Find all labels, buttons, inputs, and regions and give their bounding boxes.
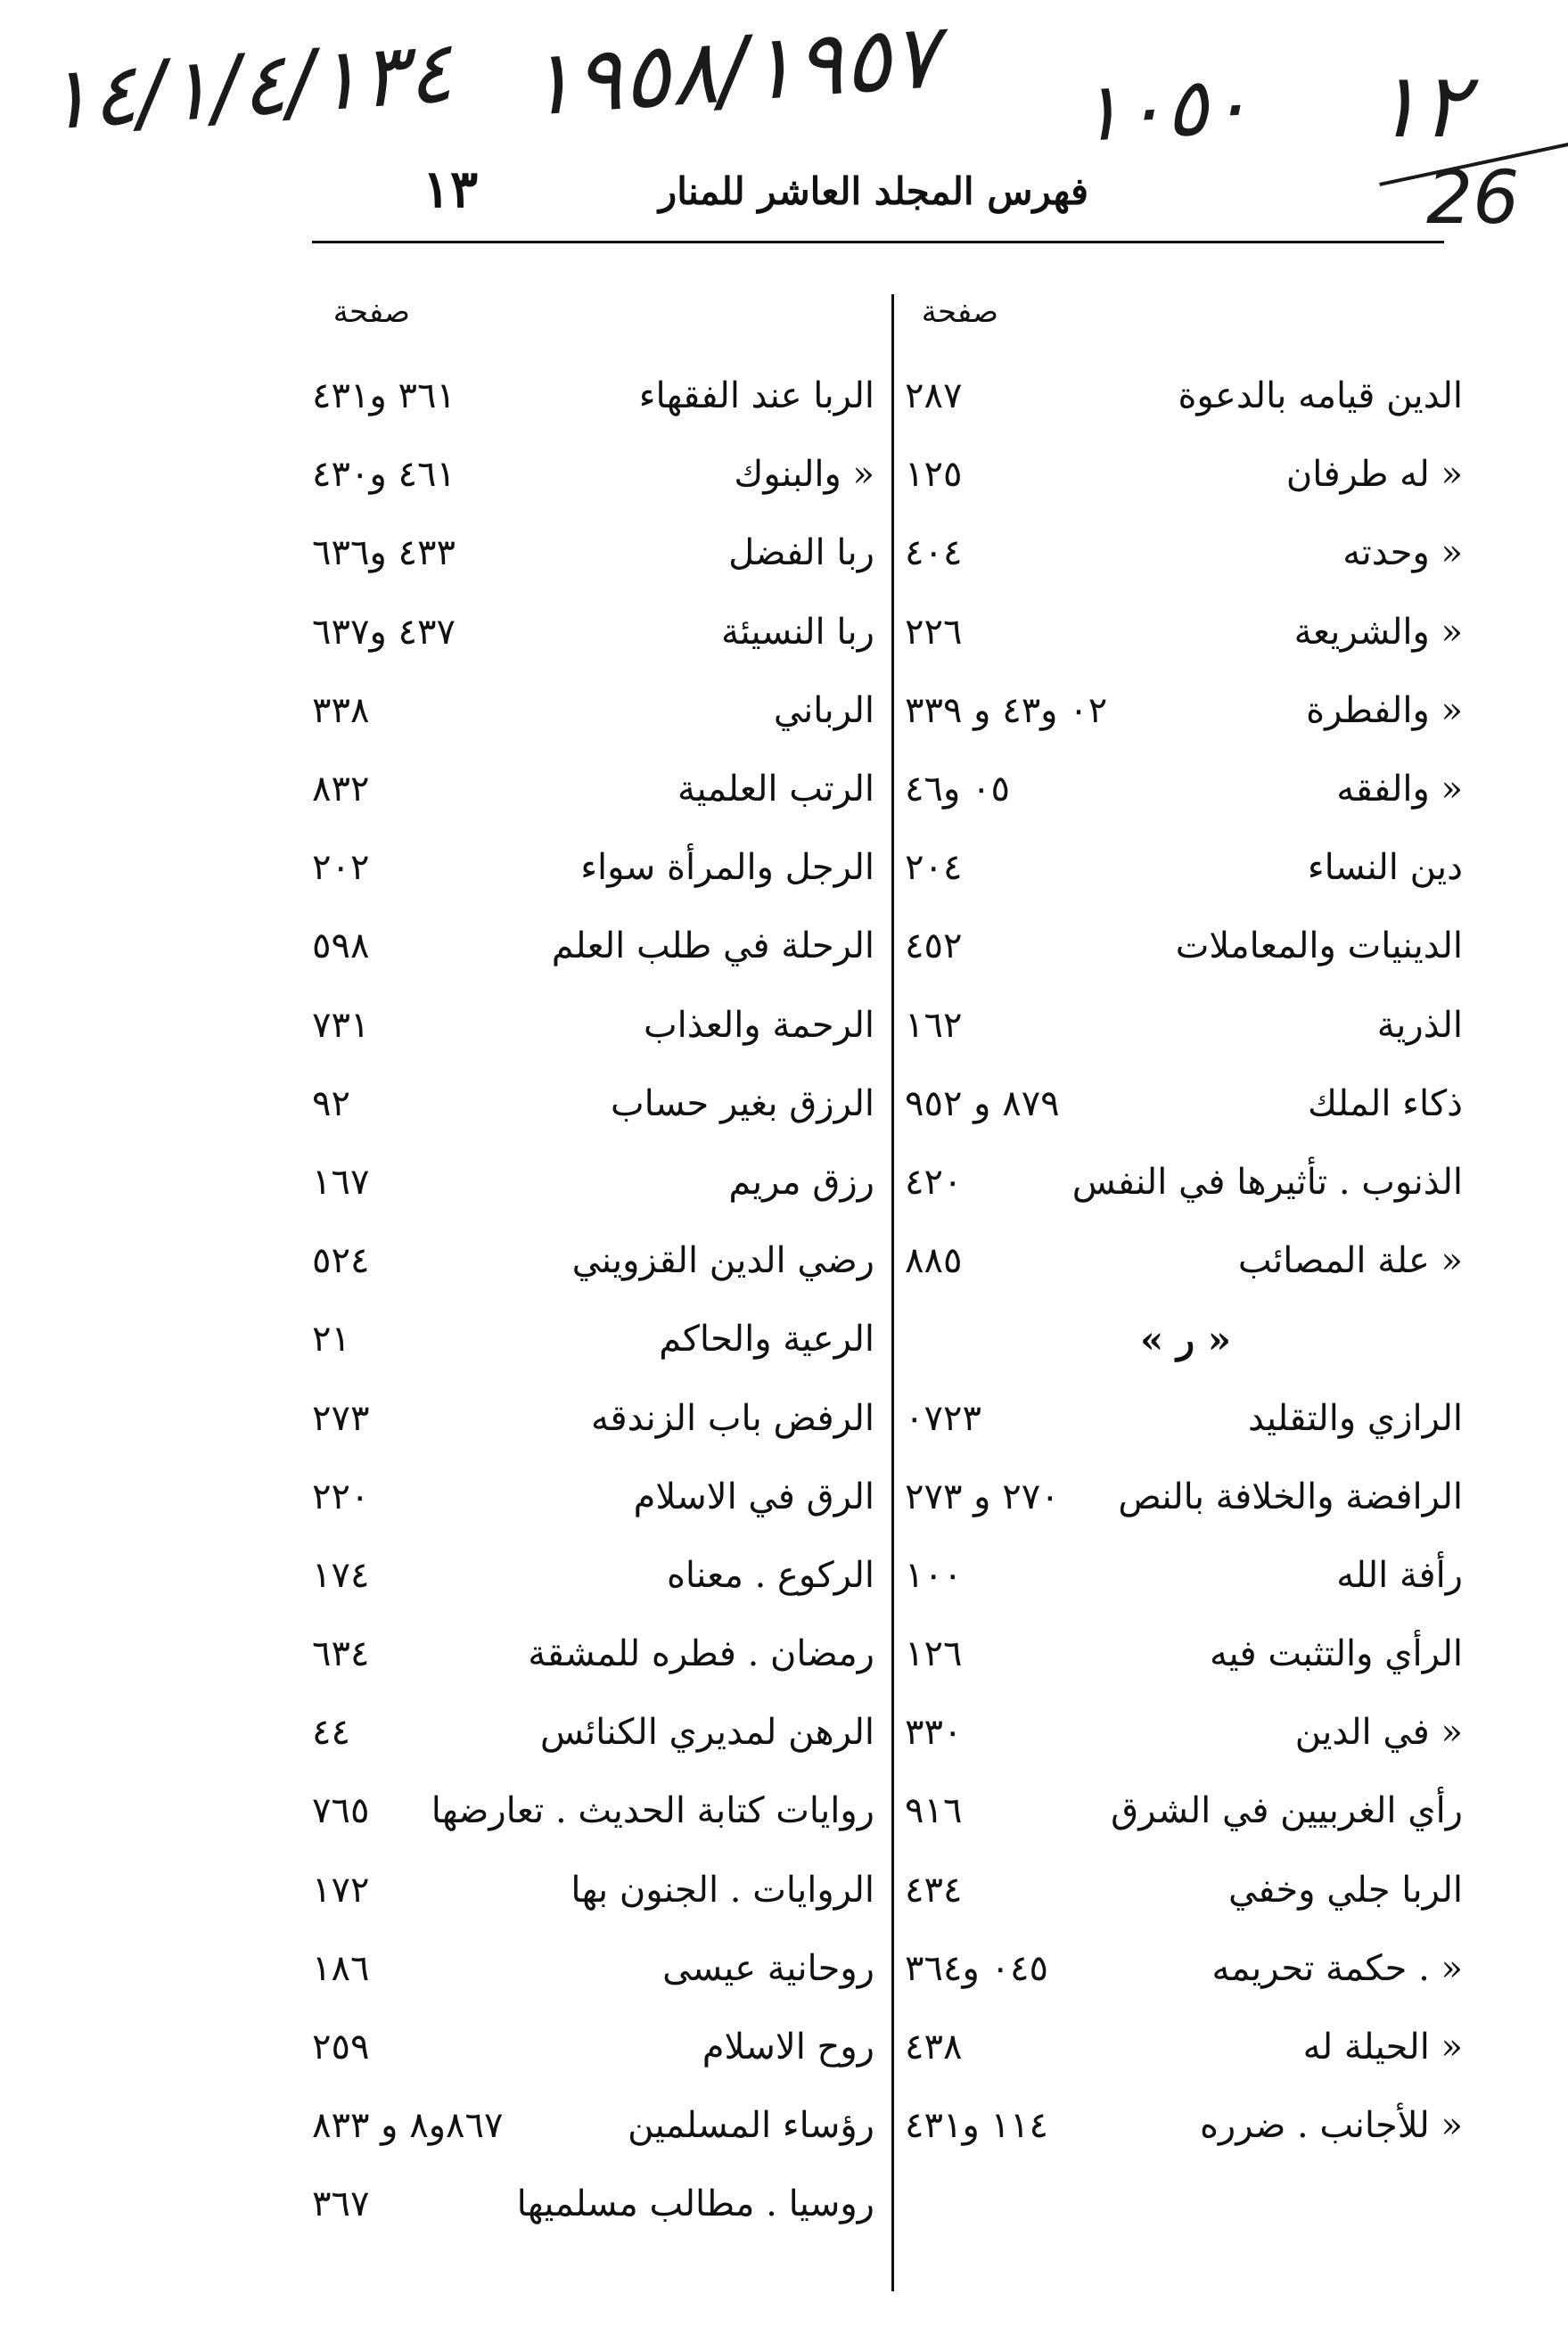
index-term: روحانية عيسى <box>662 1947 874 1989</box>
index-term: « له طرفان <box>1285 454 1463 496</box>
index-page-refs: ٢٢٠ <box>312 1476 370 1517</box>
column-header-pages-right: صفحة <box>921 294 998 330</box>
index-term: الرحمة والعذاب <box>643 1004 874 1046</box>
handwritten-number: 26 <box>1426 156 1520 241</box>
index-term: الدين قيامه بالدعوة <box>1178 375 1463 417</box>
page-number: ١٣ <box>422 159 479 219</box>
index-term: الذنوب . تأثيرها في النفس <box>1071 1161 1463 1203</box>
index-page-refs: ٠٤٥ و٣٦٤ <box>905 1947 1048 1989</box>
index-column-left <box>303 357 887 2244</box>
index-term: الرأي والتثبت فيه <box>1210 1633 1463 1675</box>
index-page-refs: ٠٧٢٣ <box>905 1397 981 1439</box>
index-entry <box>896 593 1475 671</box>
index-page-refs: ٩١٦ <box>905 1790 963 1832</box>
index-term: « للأجانب . ضرره <box>1199 2105 1463 2147</box>
column-header-pages-left: صفحة <box>332 294 410 330</box>
index-term: ذكاء الملك <box>1308 1082 1463 1124</box>
index-page-refs: ٢٠٢ <box>312 847 370 889</box>
index-term: « والفطرة <box>1306 689 1463 731</box>
index-column-right <box>896 357 1475 2165</box>
index-entry <box>303 1065 887 1143</box>
index-term: الدينيات والمعاملات <box>1175 925 1463 967</box>
index-entry <box>303 2086 887 2165</box>
index-entry <box>303 514 887 592</box>
index-term: روح الاسلام <box>702 2027 874 2068</box>
index-page-refs: ٣٣٠ <box>905 1712 963 1754</box>
index-term: الرحلة في طلب العلم <box>551 925 874 967</box>
index-entry <box>896 828 1475 907</box>
index-entry <box>896 2086 1475 2165</box>
index-entry <box>896 671 1475 750</box>
index-page-refs: ١١٤ و٤٣١ <box>905 2105 1048 2147</box>
index-page-refs: ٢٧٠ و ٢٧٣ <box>905 1476 1060 1517</box>
index-term: روايات كتابة الحديث . تعارضها <box>431 1790 874 1832</box>
index-page-refs: ٤٣٤ <box>905 1869 963 1911</box>
index-entry <box>303 671 887 750</box>
index-page-refs: ٢٨٧ <box>905 375 963 417</box>
index-page-refs: ٢٧٣ <box>312 1397 370 1439</box>
index-term: « الحيلة له <box>1302 2027 1463 2068</box>
index-entry <box>896 1065 1475 1143</box>
index-page-refs: ٠٢ و٤٣ و ٣٣٩ <box>905 689 1108 731</box>
index-entry <box>303 357 887 435</box>
index-entry <box>303 1772 887 1850</box>
index-page-refs: ٣٦١ و٤٣١ <box>312 375 456 417</box>
index-term: الرق في الاسلام <box>633 1476 874 1517</box>
index-entry <box>303 1143 887 1221</box>
handwritten-note-years: ١٩٥٨/١٩٥٧ <box>522 3 942 137</box>
index-term: روسيا . مطالب مسلميها <box>516 2183 874 2225</box>
index-term: الرهن لمديري الكنائس <box>540 1712 874 1754</box>
index-term: الركوع . معناه <box>666 1554 874 1596</box>
header-rule <box>312 241 1444 243</box>
index-term: رأفة الله <box>1336 1554 1463 1596</box>
index-page-refs: ٧٦٥ <box>312 1790 370 1832</box>
index-page-refs: ٧٣١ <box>312 1004 370 1046</box>
index-entry <box>303 1536 887 1615</box>
index-term: الرافضة والخلافة بالنص <box>1118 1476 1463 1517</box>
index-term: ربا الفضل <box>728 532 874 574</box>
index-entry <box>896 1536 1475 1615</box>
index-page-refs: ١٧٢ <box>312 1869 370 1911</box>
index-term: الروايات . الجنون بها <box>571 1869 874 1911</box>
index-page-refs: ٤٤ <box>312 1712 350 1754</box>
index-page-refs: ١٧٤ <box>312 1554 370 1596</box>
running-title: فهرس المجلد العاشر للمنار <box>658 169 1089 213</box>
index-entry <box>303 1378 887 1457</box>
index-term: الذرية <box>1376 1004 1463 1046</box>
index-entry <box>303 1300 887 1378</box>
index-term: ربا النسيئة <box>721 611 874 653</box>
index-entry <box>303 2165 887 2243</box>
index-page-refs: ٤٣٣ و٦٣٦ <box>312 532 456 574</box>
index-entry <box>896 1615 1475 1693</box>
index-entry <box>303 1458 887 1536</box>
index-term: الرفض باب الزندقه <box>591 1397 874 1439</box>
index-term: « والفقه <box>1336 769 1463 810</box>
index-entry <box>303 1693 887 1772</box>
index-page-refs: ٢٥٩ <box>312 2027 370 2068</box>
index-page-refs: ٣٣٨ <box>312 689 370 731</box>
index-entry <box>303 750 887 828</box>
index-page-refs: ٣٦٧ <box>312 2183 370 2225</box>
index-page-refs: ٨٦٧و٨ و ٨٣٣ <box>312 2105 504 2147</box>
index-page-refs: ٤٢٠ <box>905 1161 963 1203</box>
index-term: « والشريعة <box>1293 611 1463 653</box>
index-page-refs: ٤٠٤ <box>905 532 963 574</box>
index-page-refs: ٢٠٤ <box>905 847 963 889</box>
index-entry <box>896 1851 1475 1929</box>
index-page-refs: ٤٦١ و٤٣٠ <box>312 454 456 496</box>
index-term: رمضان . فطره للمشقة <box>528 1633 874 1675</box>
index-page-refs: ٤٣٧ و٦٣٧ <box>312 611 456 653</box>
index-term: رضي الدين القزويني <box>571 1240 874 1282</box>
index-term: « . حكمة تحريمه <box>1211 1947 1463 1989</box>
index-term: رأي الغربيين في الشرق <box>1111 1790 1463 1832</box>
index-page-refs: ٥٢٤ <box>312 1240 370 1282</box>
index-entry <box>303 907 887 985</box>
index-entry <box>896 1458 1475 1536</box>
index-entry <box>896 435 1475 514</box>
index-page-refs: ٨٣٢ <box>312 769 370 810</box>
handwritten-note-middle: ١٠٥٠ <box>1076 58 1253 160</box>
index-entry <box>303 593 887 671</box>
handwritten-volume: ١٢ <box>1373 53 1469 158</box>
index-page-refs: ٢١ <box>312 1319 350 1361</box>
index-term: رؤساء المسلمين <box>628 2105 874 2147</box>
index-page-refs: ١٦٧ <box>312 1161 370 1203</box>
index-page-refs: ٨٧٩ و ٩٥٢ <box>905 1082 1060 1124</box>
index-term: « علة المصائب <box>1237 1240 1463 1282</box>
index-term: الرتب العلمية <box>677 769 874 810</box>
index-entry <box>303 986 887 1065</box>
index-entry <box>896 514 1475 592</box>
index-entry <box>303 1221 887 1300</box>
index-term: الربا عند الفقهاء <box>638 375 874 417</box>
handwritten-note-left: ١٤/١/٤/١٣٤ <box>41 21 456 150</box>
index-page-refs: ٤٣٨ <box>905 2027 963 2068</box>
index-term: الرجل والمرأة سواء <box>580 847 874 889</box>
index-page-refs: ٦٣٤ <box>312 1633 370 1675</box>
index-page-refs: ٢٢٦ <box>905 611 963 653</box>
index-term: الرزق بغير حساب <box>611 1082 874 1124</box>
index-entry <box>896 1378 1475 1457</box>
index-page-refs: ١٢٦ <box>905 1633 963 1675</box>
index-entry <box>303 828 887 907</box>
section-letter-ra: « ر » <box>1139 1317 1232 1361</box>
index-page-refs: ٥٩٨ <box>312 925 370 967</box>
index-entry <box>303 1851 887 1929</box>
index-term: « وحدته <box>1342 532 1463 574</box>
index-entry <box>896 907 1475 985</box>
index-term: الرعية والحاكم <box>659 1319 874 1361</box>
index-page-refs: ١٢٥ <box>905 454 963 496</box>
index-term: الرباني <box>773 689 874 731</box>
index-entry <box>896 1772 1475 1850</box>
index-page-refs: ٤٥٢ <box>905 925 963 967</box>
index-entry <box>303 2008 887 2086</box>
index-entry <box>896 1929 1475 2008</box>
index-page-refs: ١٨٦ <box>312 1947 370 1989</box>
index-term: الربا جلي وخفي <box>1227 1869 1463 1911</box>
index-entry <box>896 2008 1475 2086</box>
index-entry <box>303 435 887 514</box>
index-page-refs: ٨٨٥ <box>905 1240 963 1282</box>
index-entry <box>896 750 1475 828</box>
index-entry <box>303 1929 887 2008</box>
index-term: « في الدين <box>1294 1712 1463 1754</box>
index-term: دين النساء <box>1307 847 1463 889</box>
index-term: الرازي والتقليد <box>1247 1397 1463 1439</box>
index-entry <box>896 1221 1475 1300</box>
index-entry <box>896 357 1475 435</box>
index-page-refs: ٩٢ <box>312 1082 350 1124</box>
index-page-refs: ٠٥ و٤٦ <box>905 769 1010 810</box>
index-term: رزق مريم <box>728 1161 874 1203</box>
column-divider <box>891 294 894 2291</box>
index-entry <box>896 1693 1475 1772</box>
index-entry <box>896 986 1475 1065</box>
index-entry <box>303 1615 887 1693</box>
index-page-refs: ١٦٢ <box>905 1004 963 1046</box>
index-entry <box>896 1143 1475 1221</box>
index-page-refs: ١٠٠ <box>905 1554 963 1596</box>
index-term: « والبنوك <box>734 454 874 496</box>
